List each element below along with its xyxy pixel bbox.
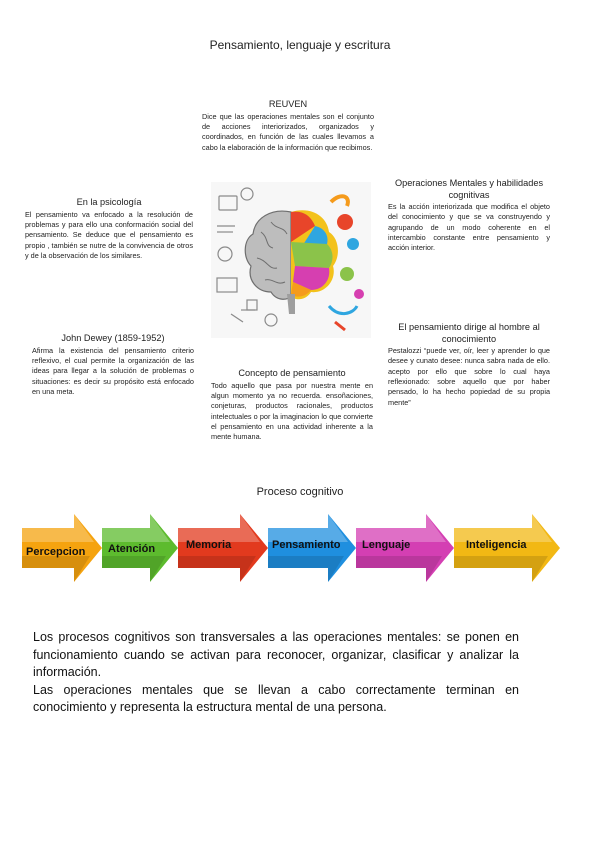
process-title: Proceso cognitivo	[256, 486, 344, 498]
concepto-text: Todo aquello que pasa por nuestra mente en algun momento ya no recuerda. ensoñaciones, conjeturas, productos racionales, productos intelectuales o por la imaginacion lo que convierte el pensamiento en una actividad inherente a la mente humana.	[211, 380, 373, 442]
dirige-text: Pestalozzi “puede ver, oír, leer y aprender lo que desee y cunato desee: nunca sabra nada de ello. acepto por ello que sobre lo cual haya reflexionado: sobre aquello que por haber pensado, lo ha hecho popiedad de su propia mente”	[388, 346, 550, 407]
dewey-heading: John Dewey (1859-1952)	[61, 333, 165, 343]
process-arrows	[22, 500, 562, 596]
summary-paragraph-1: Los procesos cognitivos son transversales a las operaciones mentales: se ponen en funcionamiento cuando se activan para reconocer, organizar, clasificar y analizar la información.	[33, 630, 519, 679]
arrow-label-3: Memoria	[186, 539, 232, 551]
summary-text	[33, 629, 519, 717]
page-title: Pensamiento, lenguaje y escritura	[209, 38, 391, 52]
dirige-heading: El pensamiento dirige al hombre al conocimiento	[398, 322, 540, 344]
operaciones-block	[388, 178, 550, 254]
concepto-block	[211, 368, 373, 443]
operaciones-heading: Operaciones Mentales y habilidades cognitivas	[394, 178, 544, 200]
reuven-heading: REUVEN	[268, 99, 308, 109]
brain-image	[211, 182, 371, 338]
summary-paragraph-2: Las operaciones mentales que se llevan a cabo correctamente terminan en conocimiento y representa la estructura mental de una persona.	[33, 682, 519, 714]
dewey-text: Afirma la existencia del pensamiento criterio reflexivo, el cual permite la organización de las ideas para llegar a la solución de problemas o situaciones: es decir su propósito está enfocado en una meta.	[32, 345, 194, 396]
psicologia-block	[25, 197, 193, 261]
arrow-label-6: Inteligencia	[466, 539, 527, 551]
dewey-block	[32, 333, 194, 397]
psicologia-text: El pensamiento va enfocado a la resolución de problemas y para ello una conformación social del pensamiento. Se deduce que el pensamiento es propio , también se nutre de la convivencia de otros y de la observación de los similares.	[25, 209, 193, 260]
psicologia-heading: En la psicología	[76, 197, 142, 207]
reuven-text: Dice que las operaciones mentales son el conjunto de acciones interiorizados, organizados y coordinados, en función de las cuales llevamos a cabo la elaboración de la información que recibimos.	[202, 111, 374, 152]
arrow-label-2: Atención	[108, 543, 156, 555]
arrow-label-1: Percepcion	[26, 546, 86, 558]
operaciones-text: Es la acción interiorizada que modifica el objeto del conocimiento y que se va construyendo y agrupando de un modo coherente en el intercambio constante entre pensamiento y acción interior.	[388, 202, 550, 253]
arrow-label-5: Lenguaje	[362, 539, 411, 551]
arrow-label-4: Pensamiento	[272, 539, 341, 551]
reuven-block	[202, 99, 374, 153]
concepto-heading: Concepto de pensamiento	[238, 368, 346, 378]
brain-illustration	[211, 182, 371, 338]
dirige-block	[388, 322, 550, 408]
